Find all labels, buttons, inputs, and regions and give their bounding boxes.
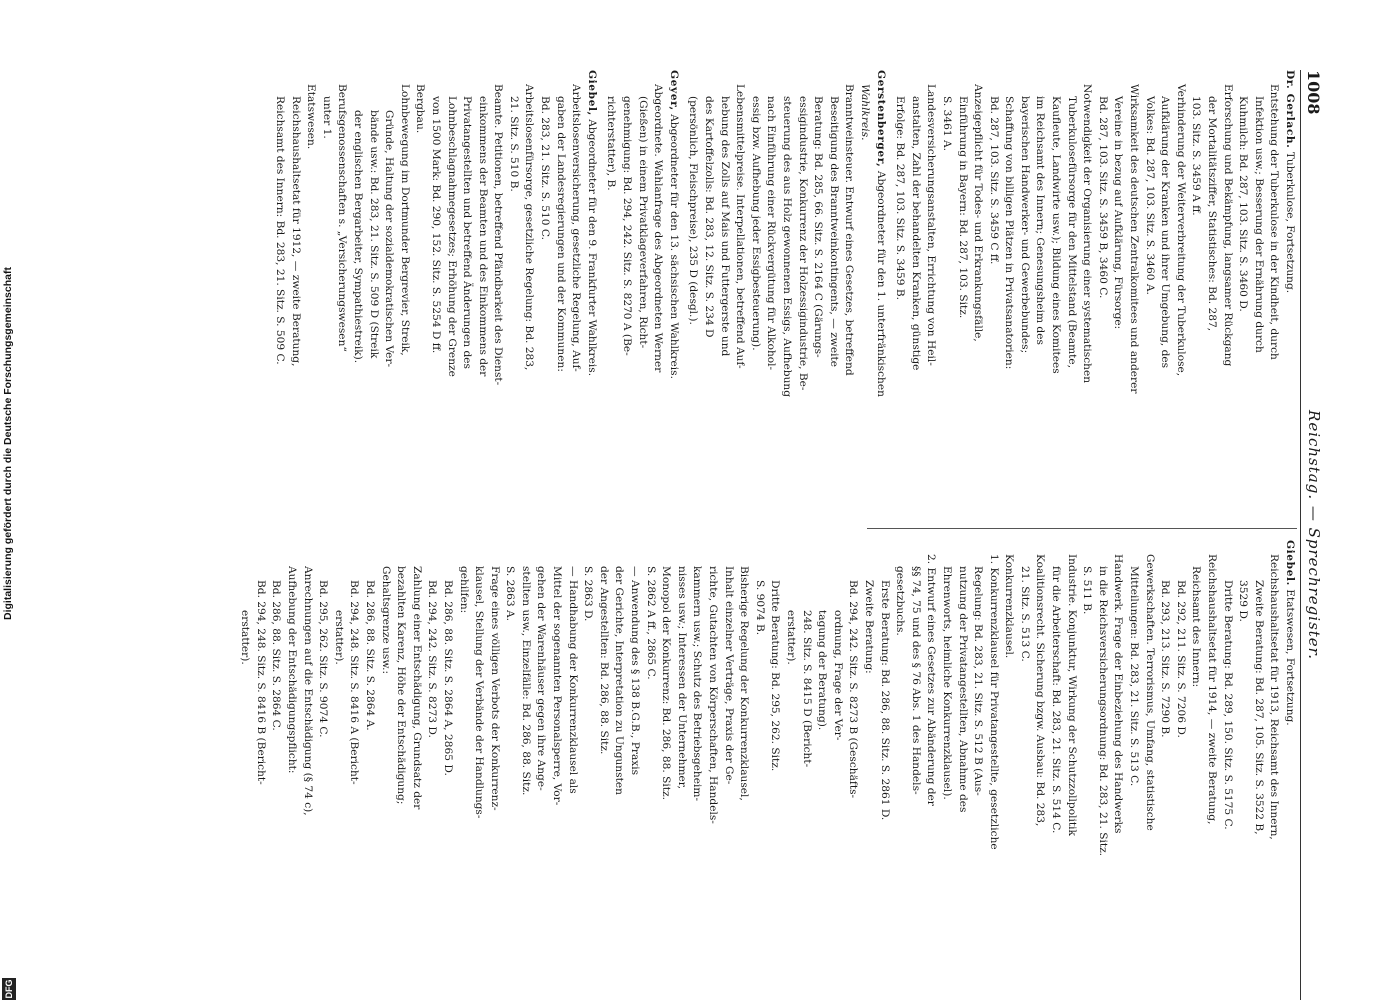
entry-line: Tuberkulose, Fortsetzung. — [1284, 151, 1296, 294]
entry-line: richte, Gutachten von Körperschaften, Handels- — [707, 566, 720, 824]
entry-line: Wirksamkeit des deutschen Zentralkomitees und anderer — [1128, 84, 1141, 394]
dfg-logo: DFG — [4, 979, 14, 999]
entry-line: Erfolge: Bd. 287, 103. Sitz. S. 3459 B. — [894, 96, 907, 300]
entry-line: in die Reichsversicherungsordnung: Bd. 283, 21. Sitz. — [1096, 566, 1109, 857]
entry-line: Regelung: Bd. 283, 21. Sitz. S. 512 B (Aus- — [972, 566, 985, 796]
entry-line: von 1500 Mark: Bd. 290, 152. Sitz. S. 5254 D ff. — [429, 96, 442, 354]
entry-giebel — [271, 70, 598, 510]
entry-line: Gehaltsgrenze usw.: — [379, 566, 392, 675]
entry-line: richterstatter), B. — [605, 96, 618, 191]
entry-line: bezahlten Karenz, Höhe der Entschädigung; — [395, 566, 408, 805]
entry-line: klausel, Stellung der Verbände der Handlungs- — [473, 566, 486, 819]
entry-line: Reichshaushaltsetat für 1914, — zweite Beratung, — [1206, 554, 1219, 825]
entry-line: Bd. 292, 211. Sitz. S. 7206 D. — [1174, 580, 1187, 738]
entry-line: kammern usw.; Schutz des Betriebsgeheim- — [691, 566, 704, 802]
entry-line: Vereine in bezug auf Aufklärung, Fürsorge: — [1112, 96, 1125, 330]
entry-line: unter 1. — [320, 96, 333, 139]
entry-line: steuerung des aus Holz gewonnenen Essigs, Aufhebung — [781, 96, 793, 398]
entry-line: S. 2863 D. — [582, 566, 595, 622]
entry-line: der Mortalitätsziffer, Statistisches: Bd. 287, — [1206, 96, 1219, 332]
entry-line: Bergbau. — [414, 84, 427, 134]
entry-line: Abgeordneter für den 1. unterfränkischen — [874, 170, 887, 397]
entry-line: S. 2863 A. — [504, 566, 517, 621]
page-title: Reichstag. — Sprechregister. — [1305, 410, 1323, 660]
entry-line: ordnung, Frage der Ver- — [831, 610, 844, 741]
entry-line: Lohnbeschlagnahmegesetzes; Erhöhung der Grenze — [445, 96, 458, 377]
entry-line: Gewerkschaften. Terrorismus, Umfang, statistische — [1143, 554, 1156, 831]
entry-line: des Kartoffelzolls: Bd. 283, 12. Sitz. S. 234 D — [703, 96, 716, 338]
entry-line: erstatter). — [332, 610, 345, 665]
entry-line: gaben der Landesregierungen und der Kommunen: — [554, 96, 567, 372]
entry-line: genehmigung: Bd. 294, 242. Sitz. S. 8270 A (Be- — [621, 96, 634, 356]
entry-line: anstalten, Zahl der behandelten Kranken, günstige — [909, 96, 922, 371]
entry-line: der Gerichte, Interpretation zu Ungunsten — [613, 566, 626, 795]
entry-line: der Angestellten: Bd. 286, 88. Sitz. — [597, 566, 610, 755]
entry-line: gesetzbuchs. — [894, 566, 907, 636]
entry-line: der englischen Bergarbeiter, Sympathiestreik). — [351, 110, 364, 364]
entry-line: Aufklärung der Kranken und ihrer Umgebung, des — [1159, 96, 1172, 369]
entry-line: Privatangestellten und betreffend Änderungen des — [461, 96, 474, 369]
speaker-name: Geyer, — [667, 70, 680, 111]
entry-line: Mittel der sogenannten Personalsperre, Vor- — [551, 566, 564, 806]
entry-line: §§ 74, 75 und des § 76 Abs. 1 des Handels- — [909, 566, 922, 795]
entry-line: Lohnbewegung im Dortmunder Bergrevier, Streik, — [398, 84, 411, 356]
entry-line: Bd. 294, 248. Sitz. S. 8416 A (Bericht- — [348, 580, 361, 785]
entry-line: Zahlung einer Entschädigung, Grundsatz der — [410, 566, 423, 810]
entry-line: Zweite Beratung: — [862, 580, 875, 674]
entry-line: Verhinderung der Weiterverbreitung der Tuberkulose, — [1174, 84, 1187, 377]
entry-gerlach — [892, 70, 1297, 510]
entry-line: (Gießen) in einem Privatklageverfahren, Richt- — [636, 96, 649, 349]
entry-line: Reichsamt des Innern: Bd. 283, 21. Sitz. S. 509 C. — [274, 96, 286, 365]
entry-line: Bd. 295, 262. Sitz. S. 9074 C. — [317, 580, 330, 738]
column-rule — [867, 528, 1297, 529]
entry-line: Aufhebung der Entschädigungspflicht: — [286, 566, 298, 774]
left-column — [271, 70, 1297, 510]
entry-line: Abgeordneter für den 13. sächsischen Wahlkreis. — [667, 114, 680, 379]
entry-line: Beseitigung des Branntweinkontingents, — zweite — [827, 96, 840, 368]
entry-line: 3529 D. — [1237, 580, 1250, 622]
entry-line: Landesversicherungsanstalten, Errichtung von Heil- — [925, 84, 938, 366]
entry-line: Bd. 294, 248. Sitz. S. 8416 B (Bericht- — [254, 580, 267, 785]
entry-gerstenberger — [685, 70, 888, 510]
entry-line: Berufsgenossenschaften s. „Versicherungswesen“ — [336, 84, 349, 352]
entry-line: 21. Sitz. S. 513 C. — [1018, 566, 1031, 662]
entry-giebel-continued — [237, 540, 1297, 980]
entry-line: S. 2862 A ff., 2865 C. — [644, 566, 657, 680]
entry-line: bände usw.: Bd. 283, 21. Sitz. S. 509 D (Streik — [367, 110, 380, 359]
entry-line: Reichsamt des Innern: — [1190, 566, 1203, 688]
entry-line: Anrechnungen auf die Entschädigung (§ 74 c), — [301, 566, 314, 816]
speaker-name: Gerstenberger, — [874, 70, 887, 168]
entry-line: im Reichsamt des Innern; Genesungsheim des — [1034, 96, 1047, 345]
entry-line: Kaufleute, Landwirte usw.); Bildung eines Komitees — [1050, 96, 1063, 374]
entry-line: S. 9074 B. — [753, 580, 766, 636]
entry-line: nisses usw.; Interessen der Unternehmer, — [675, 566, 688, 790]
entry-line: 1. Konkurrenzklausel für Privatangestellte, gesetzliche — [987, 554, 1000, 850]
entry-line: für die Arbeiterschaft: Bd. 283, 21. Sitz. S. 514 C. — [1050, 566, 1063, 834]
entry-line: nutzung der Privatangestellten, Abnahme des — [956, 566, 969, 813]
entry-line: Bd. 283, 21. Sitz. S. 510 C. — [539, 96, 552, 240]
entry-line: Einführung in Bayern: Bd. 287, 103. Sitz. — [956, 96, 969, 319]
entry-line: Etatswesen. — [305, 84, 318, 150]
register-page — [23, 70, 1323, 1000]
entry-line: Bd. 294, 242. Sitz. S. 8273 D. — [426, 580, 439, 738]
entry-line: Arbeitslosenversicherung, gesetzliche Regelung, Auf- — [570, 84, 583, 372]
entry-line: Koalitionsrecht. Sicherung bzgw. Ausbau: Bd. 283, — [1034, 554, 1047, 827]
entry-line: Dritte Beratung: Bd. 295, 262. Sitz. — [769, 580, 782, 772]
right-column — [237, 540, 1297, 980]
entry-line: einkommens der Beamten und des Einkommens der — [476, 96, 489, 377]
page-number: 1008 — [1304, 70, 1323, 115]
entry-line: Erste Beratung: Bd. 286, 88. Sitz. S. 2861 D. — [878, 580, 891, 821]
entry-line: Dritte Beratung: Bd. 289, 150. Sitz. S. 5175 C. — [1221, 580, 1234, 830]
entry-line: 2. Entwurf eines Gesetzes zur Abänderung der — [925, 554, 938, 806]
entry-line: Industrie. Konjunktur, Wirkung der Schutzzollpolitik — [1065, 554, 1078, 836]
speaker-name: Giebel, — [585, 70, 598, 116]
entry-line: erstatter). — [785, 610, 797, 665]
entry-line: Handwerk. Frage der Einbeziehung des Handwerks — [1112, 554, 1125, 834]
entry-line: Konkurrenzklausel. — [1003, 554, 1016, 659]
entry-line: Bd. 287, 103. Sitz. S. 3459 B, 3460 C. — [1096, 96, 1109, 299]
entry-line: bayerischen Handwerker- und Gewerbebundes; — [1018, 96, 1031, 354]
entry-line: Wahlkreis. — [858, 84, 871, 141]
entry-line: gehen der Warenhäuser gegen ihre Ange- — [535, 566, 548, 791]
digitization-credit: Digitalisierung gefördert durch die Deutsche Forschungsgemeinschaft — [2, 267, 14, 620]
entry-line: Entstehung der Tuberkulose in der Kindheit, durch — [1268, 84, 1281, 360]
entry-line: Tuberkulosefürsorge für den Mittelstand (Beamte, — [1065, 96, 1078, 369]
entry-line: nach Einführung einer Rückvergütung für Alkohol- — [765, 96, 778, 371]
entry-line: — Handhabung der Konkurrenzklausel als — [566, 566, 579, 794]
entry-line: Reichshaushaltsetat für 1912, — zweite Beratung, — [289, 96, 302, 367]
speaker-name: Dr. Gerlach. — [1284, 70, 1296, 149]
entry-line: Arbeitslosenfürsorge, gesetzliche Regelung: Bd. 283, — [523, 84, 536, 371]
header-rule — [1300, 70, 1301, 1000]
entry-line: Bisherige Regelung der Konkurrenzklausel, — [738, 566, 751, 801]
entry-line: Bd. 286, 88. Sitz. S. 2864 A, 2865 D. — [441, 580, 454, 776]
entry-line: Abgeordneter für den 9. Frankfurter Wahlkreis. — [585, 119, 598, 377]
entry-line: tagung der Beratung). — [816, 610, 829, 731]
entry-line: Notwendigkeit der Organisierung einer systematischen — [1081, 84, 1094, 384]
entry-line: Lebensmittelpreise. Interpellationen, betreffend Auf- — [734, 84, 747, 369]
entry-line: Anzeigepflicht für Todes- und Erkrankungsfälle, — [972, 84, 985, 342]
entry-line: stellten usw., Einzelfälle: Bd. 286, 88. Sitz. — [519, 566, 532, 796]
entry-line: Bd. 286, 88. Sitz. S. 2864 C. — [270, 580, 283, 731]
entry-line: Branntweinsteuer. Entwurf eines Gesetzes, betreffend — [843, 84, 856, 376]
entry-line: Beamte. Petitionen, betreffend Pfändbarkeit des Dienst- — [492, 84, 505, 386]
entry-line: Bd. 287, 103. Sitz. S. 3459 C ff. — [987, 96, 1000, 265]
entry-line: Gründe, Haltung der sozialdemokratischen Ver- — [383, 110, 396, 368]
entry-line: Bd. 286, 88. Sitz. S. 2864 A. — [363, 580, 376, 731]
entry-line: Infektion usw.; Besserung der Ernährung durch — [1252, 96, 1265, 353]
entry-line: 248. Sitz. S. 8415 D (Bericht- — [800, 610, 813, 768]
entry-line: (persönlich, Fleischpreise), 235 D (desgl.). — [687, 96, 700, 325]
entry-line: Bd. 293, 213. Sitz. S. 7290 B. — [1159, 580, 1172, 738]
running-head — [1301, 70, 1323, 1000]
entry-line: Beratung: Bd. 285, 66. Sitz. S. 2164 C (Gärungs- — [812, 96, 825, 358]
entry-line: Etatswesen, Fortsetzung. — [1284, 589, 1296, 726]
entry-line: essigindustrie, Konkurrenz der Holzessigindustrie, Be- — [796, 96, 809, 391]
entry-line: Frage eines völligen Verbots der Konkurrenz- — [488, 566, 501, 811]
entry-line: — Anwendung des § 138 B.G.B., Praxis — [629, 566, 642, 776]
entry-line: Reichshaushaltsetat für 1913, Reichsamt des Innern, — [1268, 554, 1281, 840]
entry-line: Kuhmilch: Bd. 287, 103. Sitz. S. 3460 D. — [1237, 96, 1250, 312]
entry-line: essig bzw. Aufhebung jeder Essigbesteuerung). — [749, 96, 762, 351]
entry-line: erstatter). — [239, 610, 252, 665]
entry-line: Ehrenworts, heimliche Konkurrenzklausel). — [940, 566, 953, 800]
entry-line: hebung des Zolls auf Mais und Futtergerste und — [718, 96, 731, 357]
entry-line: Mitteilungen: Bd. 283, 21. Sitz. S. 513 C. — [1128, 566, 1141, 787]
entry-line: Abgeordnete. Wahlanfrage des Abgeordneten Werner — [652, 84, 665, 373]
entry-geyer — [603, 70, 681, 510]
entry-line: S. 511 B. — [1081, 566, 1094, 615]
speaker-name: Giebel. — [1284, 540, 1296, 586]
entry-line: S. 3461 A. — [940, 96, 953, 151]
entry-line: 103. Sitz. S. 3459 A ff. — [1190, 96, 1203, 216]
entry-line: Monopol der Konkurrenz: Bd. 286, 88. Sitz. — [660, 566, 673, 800]
entry-line: Schaffung von billigen Plätzen in Privatsanatorien: — [1003, 96, 1016, 370]
entry-line: Bd. 294, 242. Sitz. S. 8273 B (Geschäfts- — [847, 580, 860, 799]
entry-line: Volkes: Bd. 287, 103. Sitz. S. 3460 A. — [1143, 96, 1156, 295]
entry-line: 21. Sitz. S. 510 B. — [507, 96, 520, 192]
entry-line: gehilfen: — [457, 566, 470, 614]
entry-line: Inhalt einzelner Verträge, Praxis der Ge- — [722, 566, 735, 785]
entry-line: Erforschung und Bekämpfung, langsamer Rückgang — [1221, 84, 1234, 367]
entry-line: Zweite Beratung: Bd. 287, 105. Sitz. S. 3522 B, — [1252, 580, 1265, 835]
